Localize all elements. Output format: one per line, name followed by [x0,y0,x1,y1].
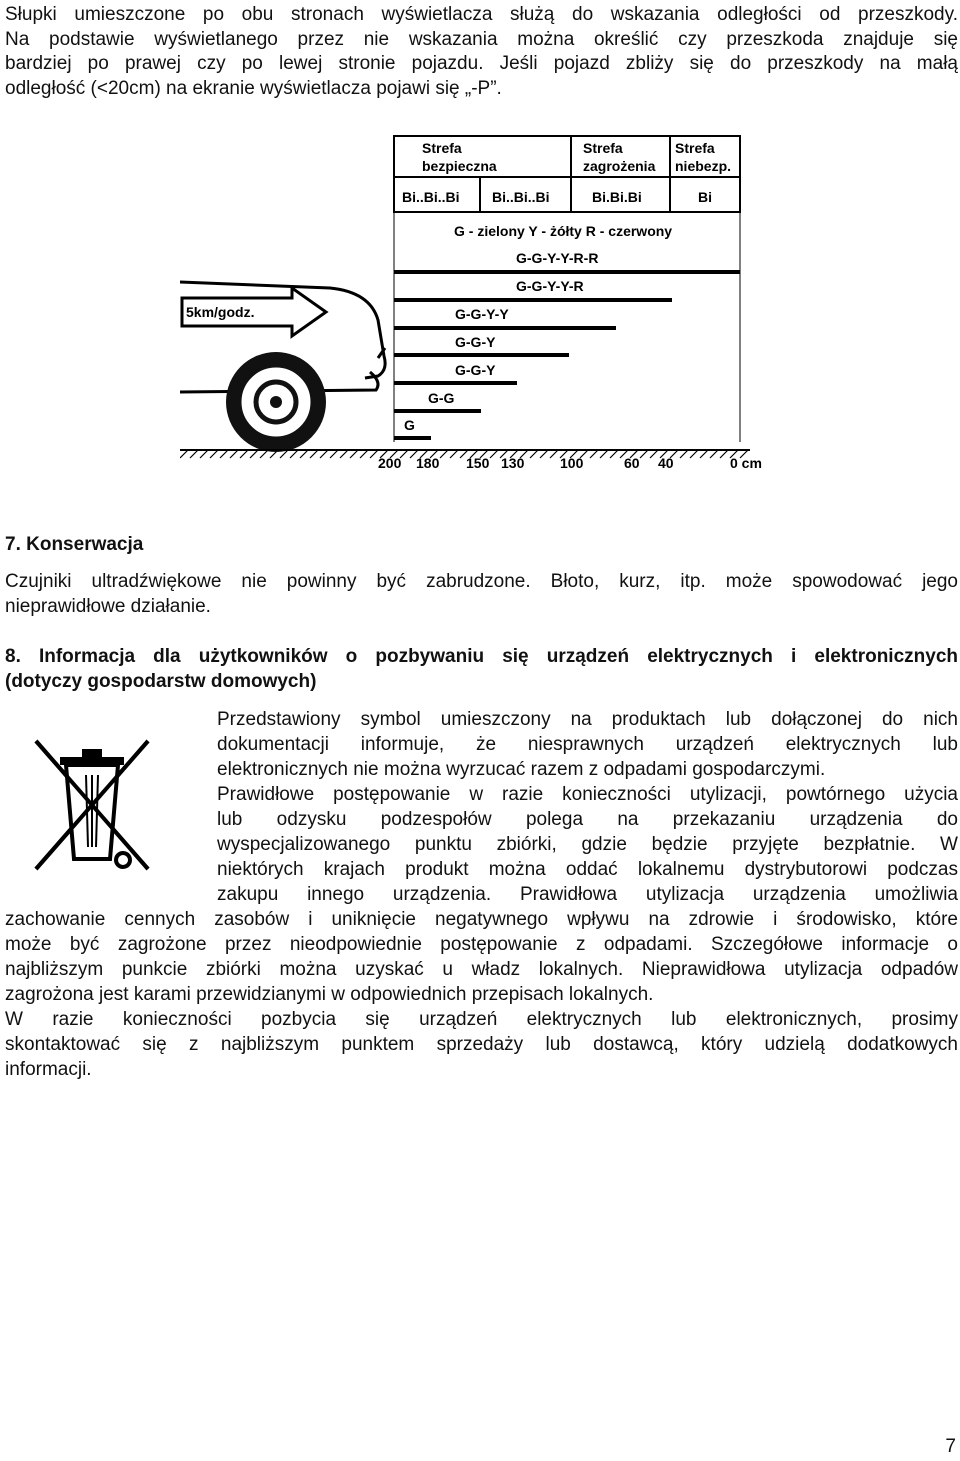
section-8-line: wyspecjalizowanego punktu zbiórki, gdzie będzie przyjęte bezpłatnie. W [217,834,958,855]
axis-tick: 0 cm [730,455,762,471]
section-7-line: Czujniki ultradźwiękowe nie powinny być zabrudzone. Błoto, kurz, itp. może spowodować jego [5,571,958,592]
bar-label: G-G-Y-Y-R-R [516,250,599,266]
section-8-line: niektórych krajach produkt można oddać lokalnemu dystrybutorowi podczas [217,859,958,880]
axis-tick: 100 [560,455,584,471]
zone-threat-label: Strefa [583,140,623,156]
section-8-heading-line: 8. Informacja dla użytkowników o pozbywaniu się urządzeń elektrycznych i elektronicznych [5,646,958,667]
section-8-line: najbliższym punkcie zbiórki można uzyskać u władz lokalnych. Nieprawidłowa utylizacja odpadów [5,959,958,980]
bar [394,270,740,274]
bar [394,436,431,440]
zone-safe-label: Strefa [422,140,462,156]
section-8-line: W razie konieczności pozbycia się urządzeń elektrycznych lub elektronicznych, prosimy [5,1009,958,1030]
bar-label: G-G [428,390,455,406]
wheel-icon [226,352,326,452]
zone-danger-label: niebezp. [675,158,732,174]
bar-label: G-G-Y [455,362,496,378]
section-8-line: zagrożona jest karami przewidzianymi w odpowiednich przepisach lokalnych. [5,984,654,1005]
intro-line: odległość (<20cm) na ekranie wyświetlacza pojawi się „-P”. [5,77,502,99]
bar-label: G-G-Y [455,334,496,350]
crossed-out-bin-icon [28,735,156,875]
bar-label: G [404,417,415,433]
beep-pattern: Bi..Bi..Bi [402,189,460,205]
axis-tick: 40 [658,455,674,471]
section-8-line: skontaktować się z najbliższym punktem sprzedaży lub dostawcą, który udzielą dodatkowych [5,1034,958,1055]
axis-tick: 150 [466,455,490,471]
section-8-line: dokumentacji informuje, że niesprawnych urządzeń elektrycznych lub [217,734,958,755]
zone-safe-label: bezpieczna [422,158,497,174]
intro-line: Słupki umieszczone po obu stronach wyświetlacza służą do wskazania odległości od przeszkody. [5,4,958,25]
section-8-line: Przedstawiony symbol umieszczony na produktach lub dołączonej do nich [217,709,958,730]
page-number: 7 [945,1436,956,1457]
axis-tick: 200 [378,455,402,471]
bar-label: G-G-Y-Y-R [516,278,584,294]
zone-threat-label: zagrożenia [583,158,656,174]
axis-tick: 180 [416,455,440,471]
beep-pattern: Bi.Bi.Bi [592,189,642,205]
bar-label: G-G-Y-Y [455,306,509,322]
section-7-line: nieprawidłowe działanie. [5,595,211,617]
bar [394,326,616,330]
section-8-line: elektronicznych nie można wyrzucać razem z odpadami gospodarczymi. [217,759,826,780]
beep-pattern: Bi..Bi..Bi [492,189,550,205]
beep-pattern: Bi [698,189,712,205]
section-8-line: informacji. [5,1059,92,1080]
section-8-paragraph [217,707,958,907]
axis-tick: 130 [501,455,525,471]
color-legend: G - zielony Y - żółty R - czerwony [454,223,673,239]
section-8-paragraph [5,907,958,1007]
bar [394,381,517,385]
axis-tick: 60 [624,455,640,471]
intro-line: Na podstawie wyświetlanego przez nie wskazania można określić czy przeszkoda znajduje się [5,28,958,50]
intro-paragraph [5,3,958,101]
section-7-paragraph [5,570,958,619]
section-8-heading [5,644,958,694]
bar [394,353,569,357]
zone-danger-label: Strefa [675,140,715,156]
section-8-paragraph [5,1007,958,1082]
parking-sensor-diagram [180,120,780,480]
section-8-line: może być zagrożone przez nieodpowiednie postępowanie z odpadami. Szczegółowe informacje o [5,934,958,955]
section-8-line: Prawidłowe postępowanie w razie konieczności utylizacji, powtórnego użycia [217,784,958,805]
section-8-line: lub odzysku podzespołów polega na przekazaniu urządzenia do [217,809,958,830]
section-8-line: zakupu innego urządzenia. Prawidłowa utylizacja urządzenia umożliwia [217,884,958,905]
speed-label: 5km/godz. [186,304,255,320]
bar [394,409,481,413]
section-8-heading-line: (dotyczy gospodarstw domowych) [5,671,317,692]
section-8-line: zachowanie cennych zasobów i uniknięcie negatywnego wpływu na zdrowie i środowisko, które [5,909,958,930]
bar [394,298,672,302]
section-7-heading: 7. Konserwacja [5,534,144,555]
distance-bars [394,270,740,440]
intro-line: bardziej po prawej czy po lewej stronie pojazdu. Jeśli pojazd zbliży się do przeszkody na małą [5,53,958,75]
